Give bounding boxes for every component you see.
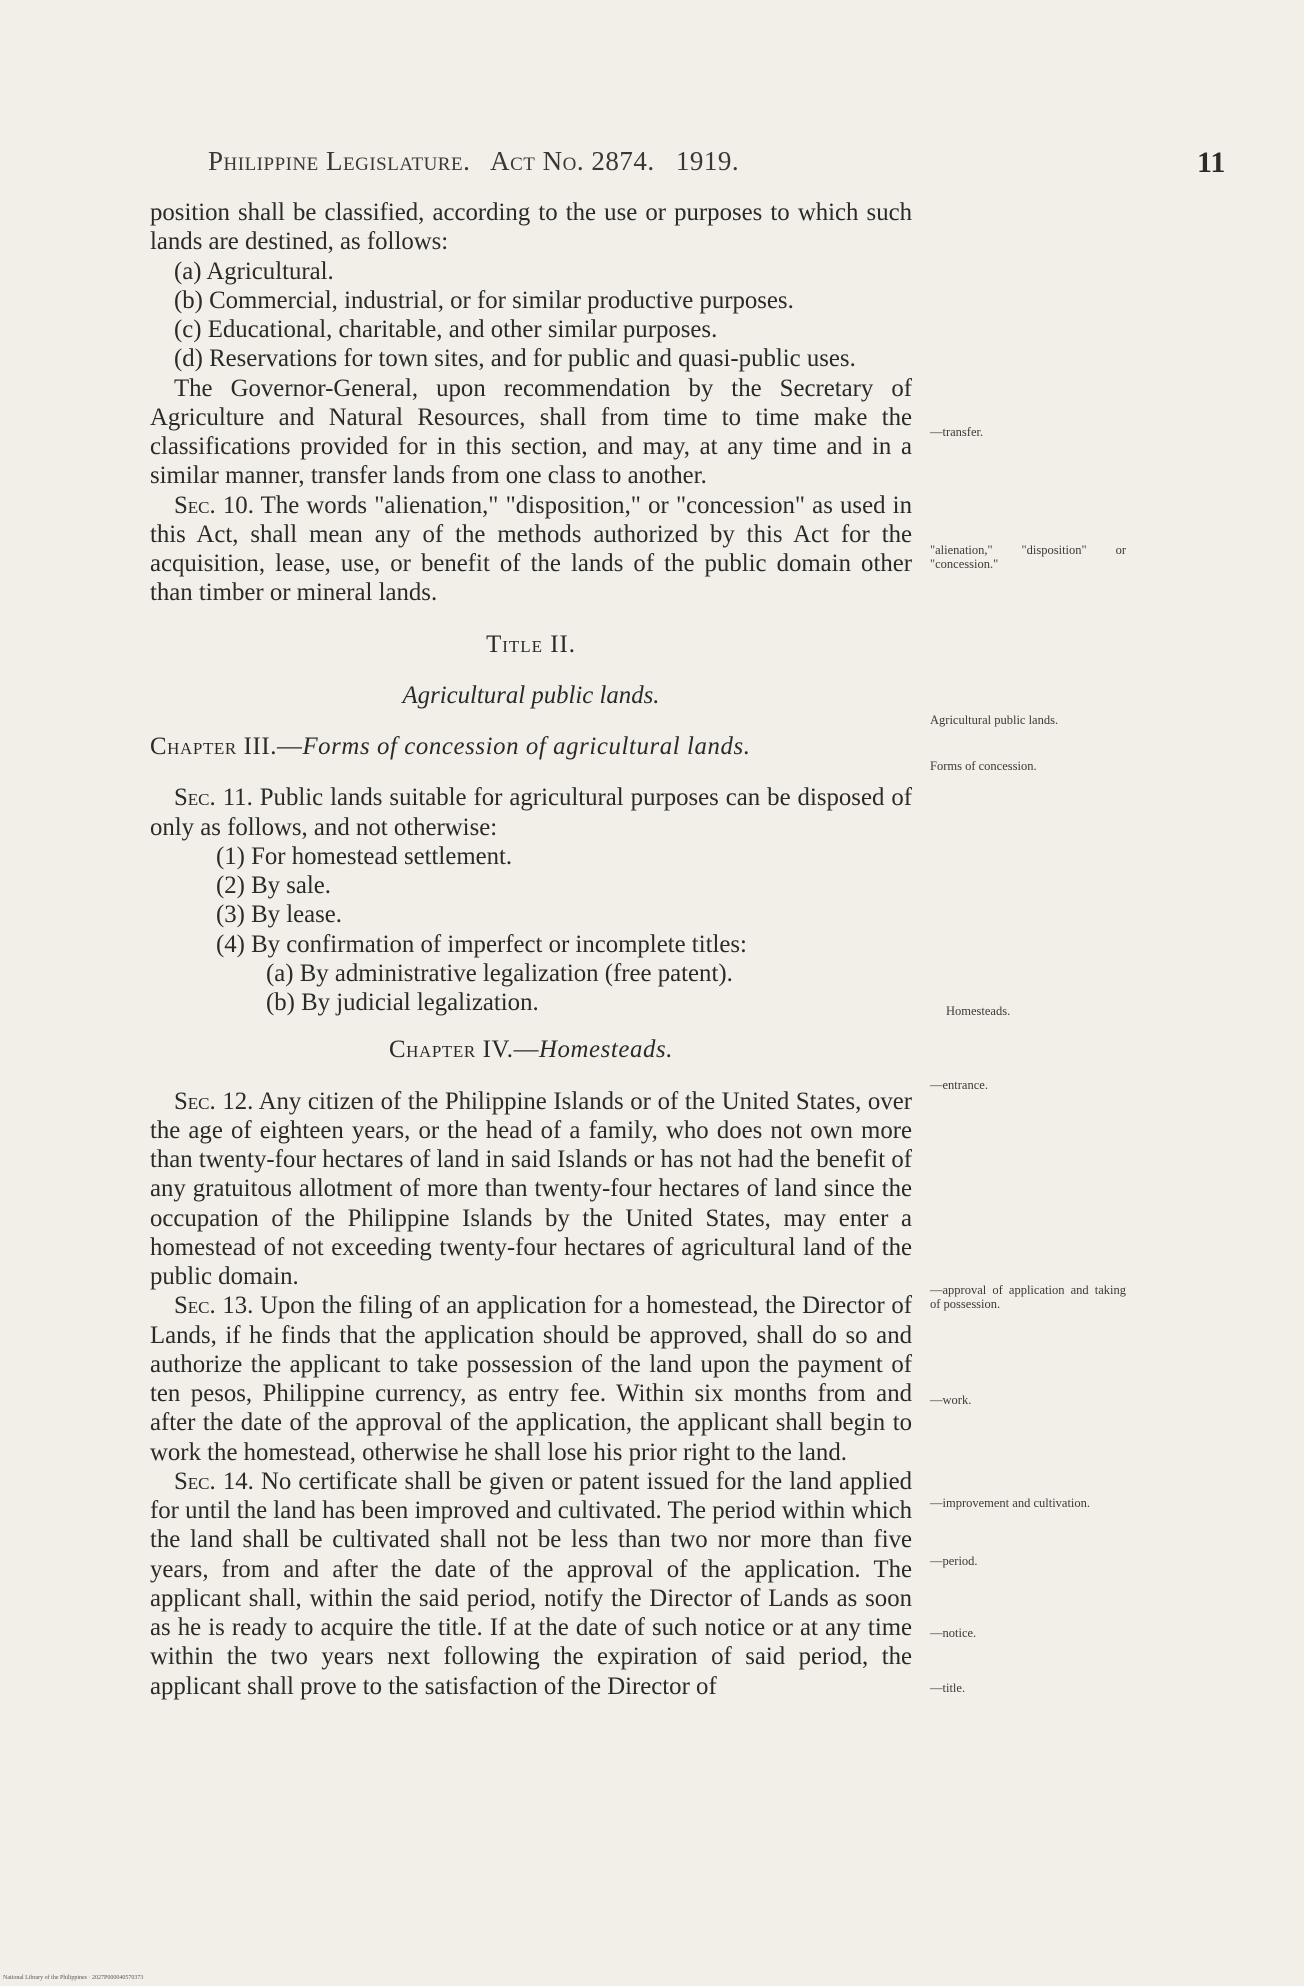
scan-footer: National Library of the Philippines · 2027P000040570373 <box>3 1975 144 1981</box>
paragraph: position shall be classified, according to the use or purposes to which such lands are destined, as follows: <box>150 199 912 256</box>
margin-note-improvement: —improvement and cultivation. <box>930 1496 1091 1510</box>
margin-note-transfer: —transfer. <box>930 425 984 439</box>
section-11 <box>150 783 912 842</box>
page-number: 11 <box>1197 146 1226 179</box>
chapter-title: Forms of concession of agricultural lands. <box>302 733 751 760</box>
margin-note-agricultural-public-lands: Agricultural public lands. <box>930 713 1059 727</box>
sub-list-item: (a) By administrative legalization (free patent). <box>266 959 733 987</box>
list-item: (2) By sale. <box>216 872 332 899</box>
section-14 <box>150 1467 912 1701</box>
header-year: 1919. <box>675 146 740 176</box>
list-item: (1) For homestead settlement. <box>216 842 513 870</box>
margin-note-work: —work. <box>930 1393 972 1407</box>
chapter-4-heading <box>150 1035 912 1064</box>
list-item: (4) By confirmation of imperfect or incomplete titles: <box>216 930 747 958</box>
section-label: Sec. 14. <box>174 1467 254 1495</box>
list-item: (b) Commercial, industrial, or for similar productive purposes. <box>174 286 794 314</box>
margin-note-approval: —approval of application and taking of possession. <box>930 1283 1126 1311</box>
section-text: No certificate shall be given or patent issued for the land applied for until the land has been improved and cultivated. The period within which the land shall be cultivated shall not be less than two nor more than five years, from and after the date of the approval of the application. The applicant shall, within the said period, notify the Director of Lands as soon as he is ready to acquire the title. If at the date of such notice or at any time within the two years next following the expiration of said period, the applicant shall prove to the satisfaction of the Director of <box>150 1467 912 1700</box>
margin-note-period: —period. <box>930 1554 978 1568</box>
list-item: (a) Agricultural. <box>174 257 334 285</box>
margin-note-title: —title. <box>930 1681 966 1695</box>
title-heading: Title II. <box>486 630 576 658</box>
chapter-title: Homesteads. <box>539 1036 674 1064</box>
margin-note-entrance: —entrance. <box>930 1078 988 1092</box>
running-header <box>208 146 928 177</box>
margin-note-notice: —notice. <box>930 1626 977 1640</box>
margin-note-homesteads: Homesteads. <box>946 1004 1011 1018</box>
section-label: Sec. 10. <box>174 491 254 519</box>
section-label: Sec. 13. <box>174 1292 254 1320</box>
body-text <box>150 198 912 1701</box>
margin-note-forms-of-concession: Forms of concession. <box>930 759 1037 773</box>
margin-note-alienation: "alienation," "disposition" or "concession." <box>930 543 1126 571</box>
title-subtitle: Agricultural public lands. <box>402 681 660 709</box>
paragraph: The Governor-General, upon recommendation by the Secretary of Agriculture and Natural Resources, shall from time to time make the classifications provided for in this section, and may, at any time and in a similar manner, transfer lands from one class to another. <box>150 374 912 490</box>
section-12 <box>150 1087 912 1292</box>
header-act: Act No. 2874. <box>490 146 655 176</box>
section-label: Sec. 12. <box>174 1087 254 1115</box>
section-13 <box>150 1291 912 1467</box>
section-10 <box>150 491 912 608</box>
section-text: Public lands suitable for agricultural purposes can be disposed of only as follows, and not otherwise: <box>150 784 912 841</box>
section-text: The words "alienation," "disposition," or "concession" as used in this Act, shall mean any of the methods authorized by this Act for the acquisition, lease, use, or benefit of the lands of the public domain other than timber or mineral lands. <box>150 491 912 607</box>
list-item: (d) Reservations for town sites, and for public and quasi-public uses. <box>174 345 856 373</box>
chapter-label: Chapter IV.— <box>388 1036 539 1064</box>
sub-list-item: (b) By judicial legalization. <box>266 989 539 1016</box>
chapter-3-heading <box>150 732 912 761</box>
chapter-label: Chapter III.— <box>150 733 303 760</box>
section-text: Any citizen of the Philippine Islands or of the United States, over the age of eighteen years, or the head of a family, who does not own more than twenty-four hectares of land in said Islands or has not had the benefit of any gratuitous allotment of more than twenty-four hectares of land since the occupation of the Philippine Islands by the United States, may enter a homestead of not exceeding twenty-four hectares of agricultural land of the public domain. <box>150 1087 912 1290</box>
section-label: Sec. 11. <box>174 784 253 812</box>
header-legislature: Philippine Legislature. <box>208 146 471 176</box>
list-item: (c) Educational, charitable, and other similar purposes. <box>174 316 718 343</box>
list-item: (3) By lease. <box>216 901 343 929</box>
section-text: Upon the filing of an application for a homestead, the Director of Lands, if he finds that the application should be approved, shall do so and authorize the applicant to take possession of the land upon the payment of ten pesos, Philippine currency, as entry fee. Within six months from and after the date of the approval of the application, the applicant shall begin to work the homestead, otherwise he shall lose his prior right to the land. <box>150 1292 912 1466</box>
